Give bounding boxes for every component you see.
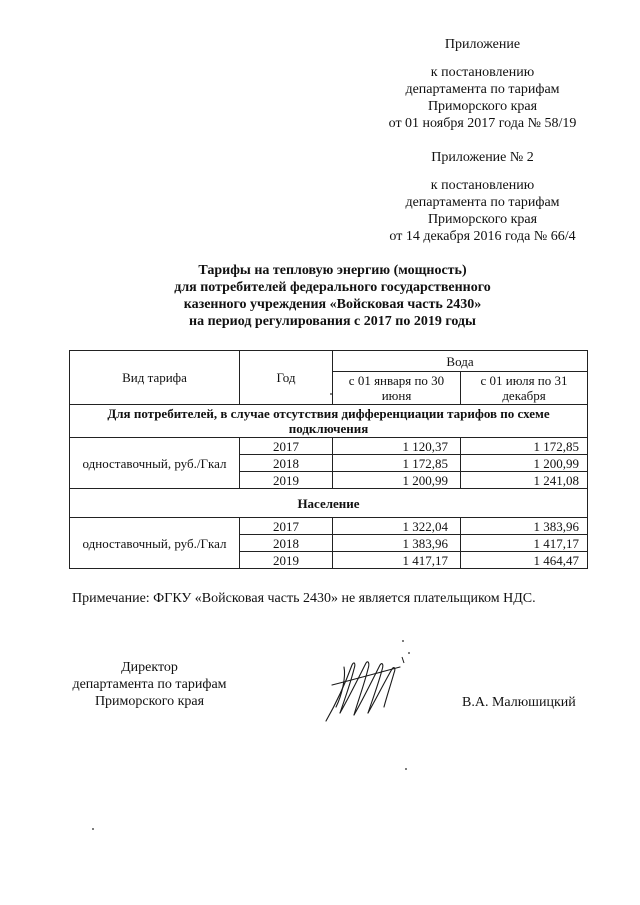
title-line: Тарифы на тепловую энергию (мощность) (198, 263, 467, 278)
signature-tick (402, 657, 404, 663)
section-title: Для потребителей, в случае отсутствия дифференциации тарифов по схеме подключения (70, 405, 588, 438)
value-cell: 1 322,04 (333, 518, 461, 535)
title-line: для потребителей федерального государственного (174, 280, 491, 295)
vat-note: Примечание: ФГКУ «Войсковая часть 2430» не является плательщиком НДС. (72, 591, 536, 606)
scan-speck (330, 393, 332, 395)
document-title (100, 262, 565, 330)
annex-1-date: от 01 ноября 2017 года № 58/19 (388, 116, 577, 131)
section-row (70, 489, 588, 518)
table-row (70, 438, 588, 455)
value-cell: 1 464,47 (461, 552, 588, 569)
annex-2-title: Приложение № 2 (431, 150, 534, 165)
value-cell: 1 241,08 (461, 472, 588, 489)
year-cell: 2019 (240, 472, 333, 489)
annex-2-line: Приморского края (427, 212, 538, 227)
annex-header-2 (360, 149, 605, 245)
value-cell: 1 172,85 (333, 455, 461, 472)
year-cell: 2017 (240, 438, 333, 455)
header-period-1: с 01 января по 30 июня (333, 372, 461, 405)
year-cell: 2019 (240, 552, 333, 569)
table-row (70, 518, 588, 535)
annex-1-line: департамента по тарифам (405, 82, 560, 97)
signer-position (47, 659, 252, 710)
scan-speck (405, 768, 407, 770)
section-title: Население (70, 489, 588, 518)
tariff-type-cell: одноставочный, руб./Гкал (70, 438, 240, 489)
annex-1-line: Приморского края (427, 99, 538, 114)
year-cell: 2018 (240, 455, 333, 472)
signer-position-line: Директор (121, 660, 178, 675)
title-line: казенного учреждения «Войсковая часть 2430» (183, 297, 482, 312)
signer-name: В.А. Малюшицкий (462, 695, 576, 710)
header-water: Вода (333, 351, 588, 372)
signer-position-line: Приморского края (94, 694, 205, 709)
value-cell: 1 120,37 (333, 438, 461, 455)
scan-speck (92, 828, 94, 830)
signature-image (318, 655, 428, 727)
value-cell: 1 200,99 (333, 472, 461, 489)
scan-speck (408, 652, 410, 654)
scan-speck (402, 640, 404, 642)
value-cell: 1 383,96 (333, 535, 461, 552)
value-cell: 1 200,99 (461, 455, 588, 472)
value-cell: 1 417,17 (461, 535, 588, 552)
header-period-2: с 01 июля по 31 декабря (461, 372, 588, 405)
value-cell: 1 383,96 (461, 518, 588, 535)
annex-1-line: к постановлению (430, 65, 535, 80)
header-tariff-type: Вид тарифа (70, 351, 240, 405)
tariff-table (69, 350, 588, 569)
value-cell: 1 417,17 (333, 552, 461, 569)
annex-header-1 (360, 36, 605, 132)
signer-position-line: департамента по тарифам (72, 677, 227, 692)
section-row (70, 405, 588, 438)
value-cell: 1 172,85 (461, 438, 588, 455)
title-line: на период регулирования с 2017 по 2019 годы (189, 314, 476, 329)
annex-2-line: к постановлению (430, 178, 535, 193)
table-header-row (70, 351, 588, 372)
tariff-type-cell: одноставочный, руб./Гкал (70, 518, 240, 569)
annex-2-date: от 14 декабря 2016 года № 66/4 (389, 229, 576, 244)
header-year: Год (240, 351, 333, 405)
year-cell: 2018 (240, 535, 333, 552)
year-cell: 2017 (240, 518, 333, 535)
annex-2-line: департамента по тарифам (405, 195, 560, 210)
annex-1-title: Приложение (444, 37, 521, 52)
